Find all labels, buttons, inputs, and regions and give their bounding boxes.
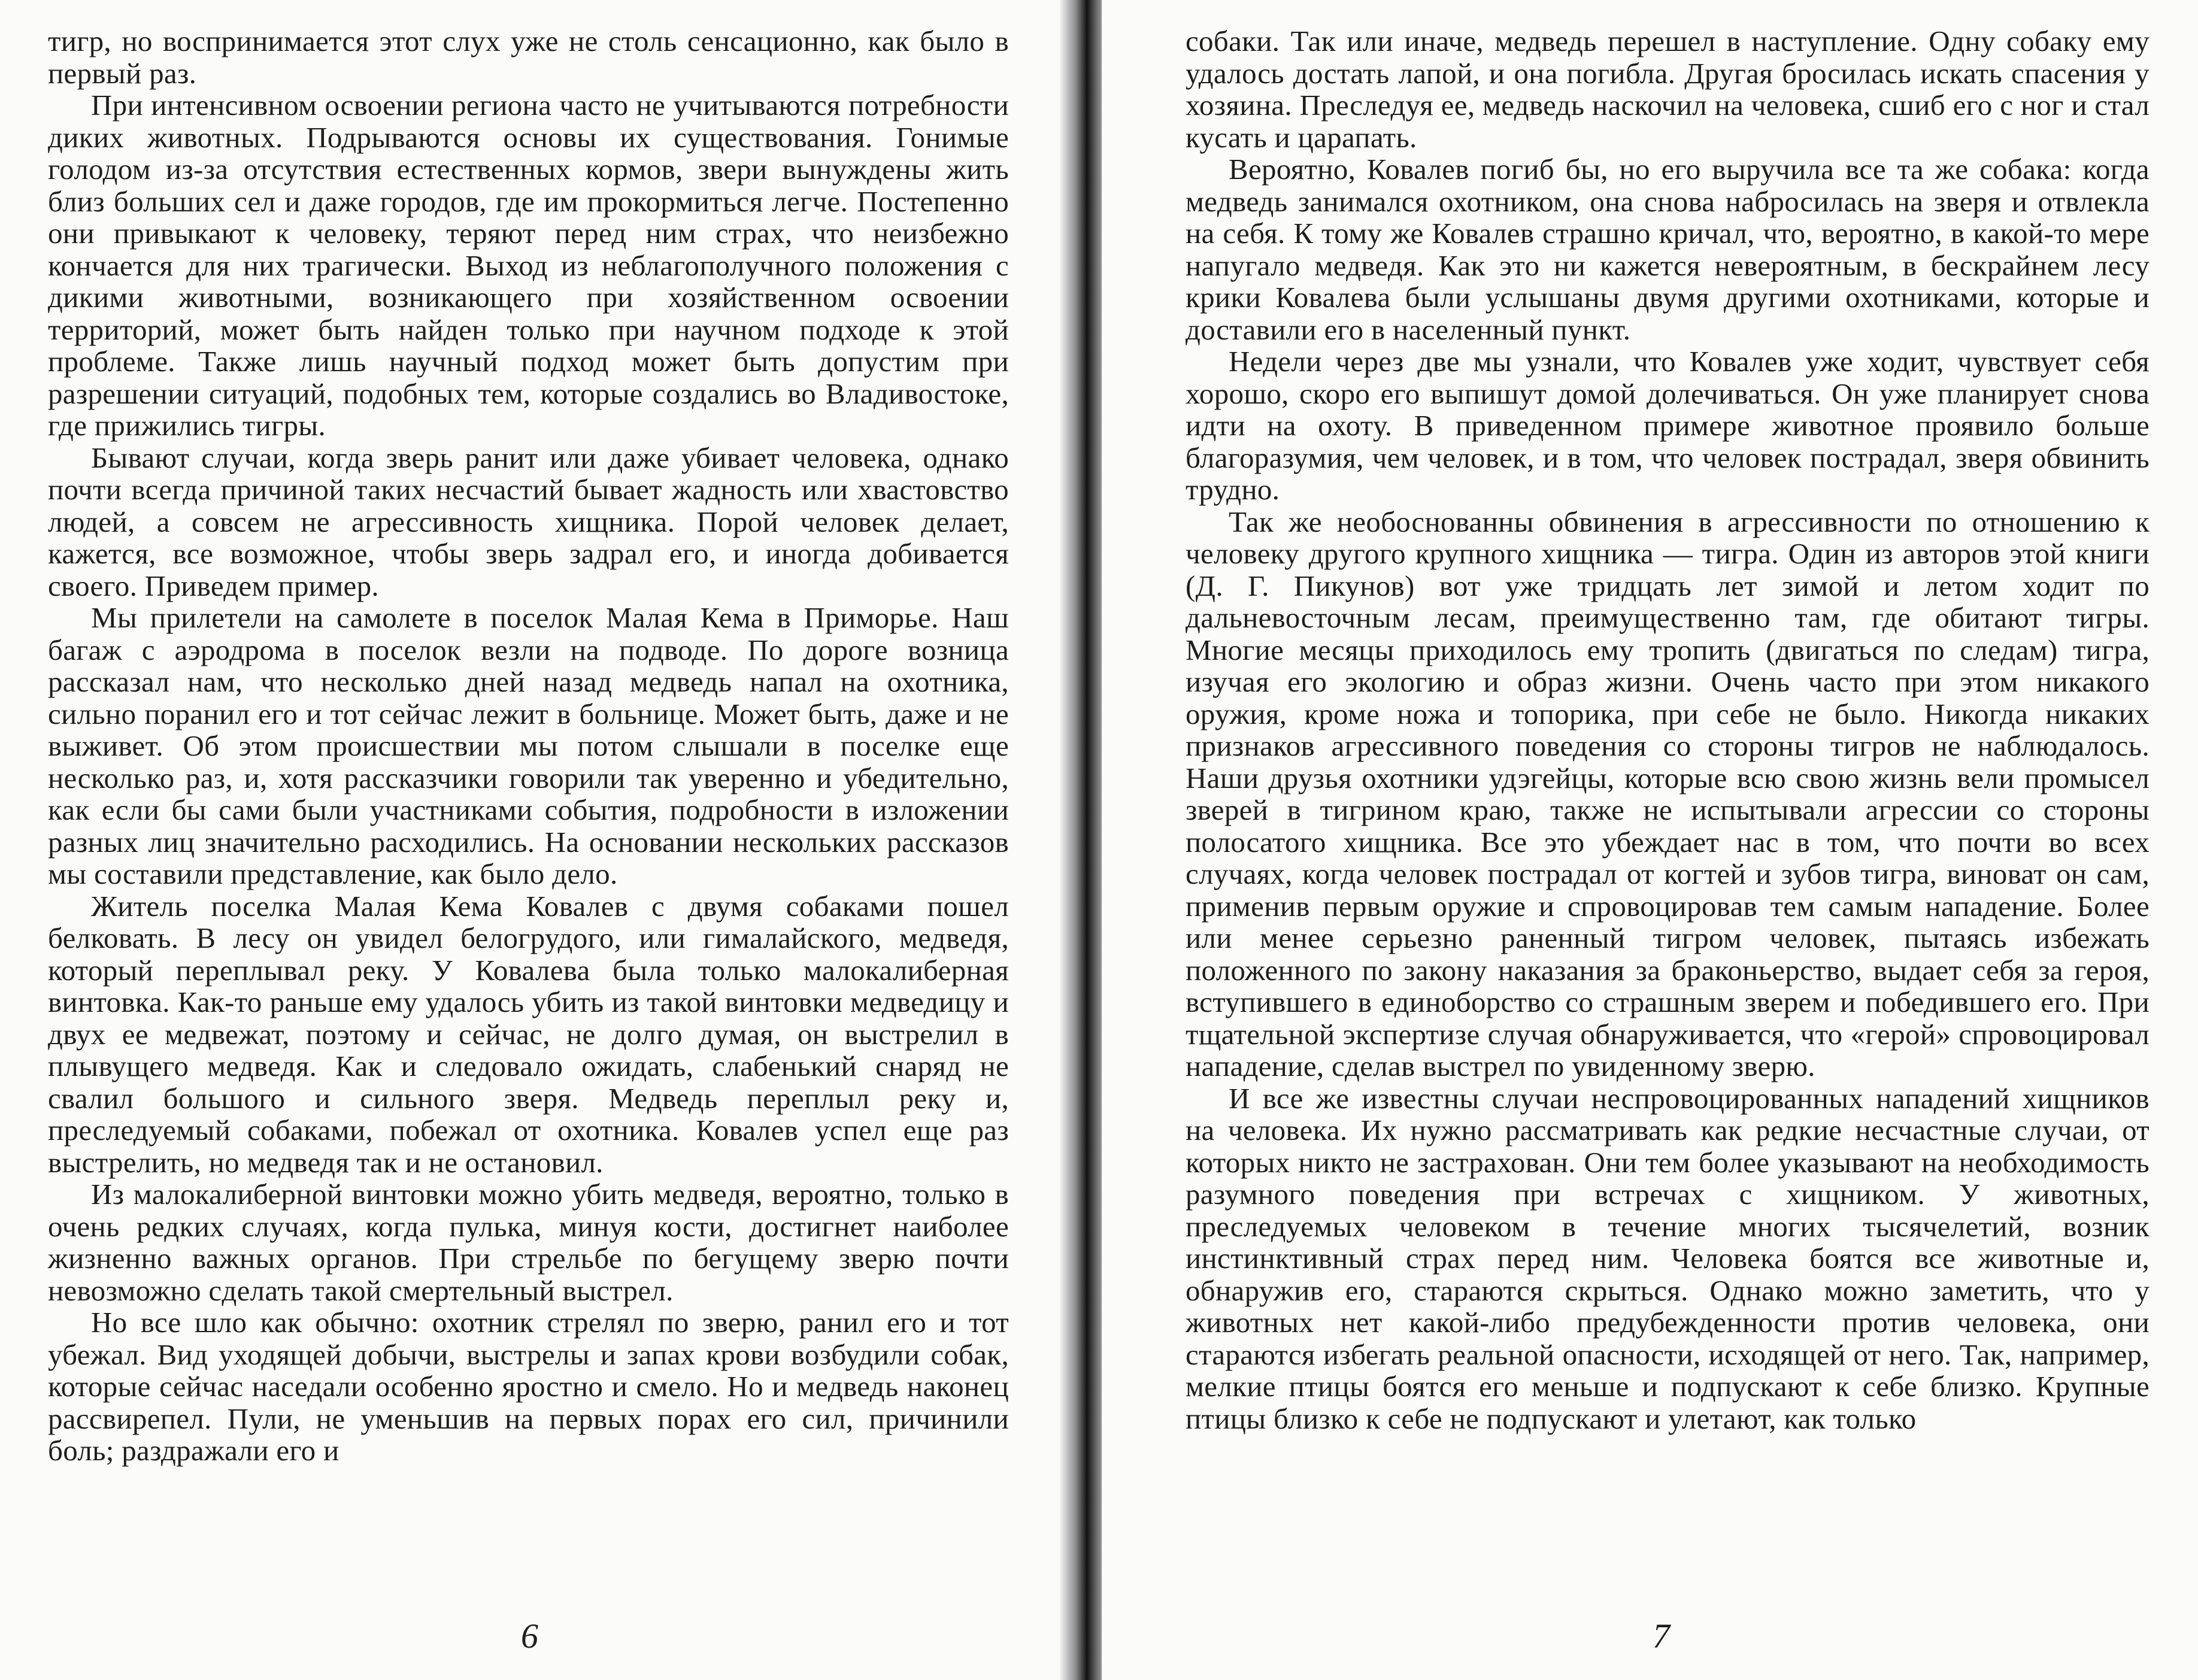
- left-page: [0, 0, 1072, 1680]
- paragraph: собаки. Так или иначе, медведь перешел в наступление. Одну собаку ему удалось достать лапой, и она погибла. Другая бросилась искать спасения у хозяина. Преследуя ее, медведь наскочил на человека, сшиб его с ног и стал кусать и царапать.: [1186, 25, 2150, 154]
- paragraph: Но все шло как обычно: охотник стрелял по зверю, ранил его и тот убежал. Вид уходящей добычи, выстрелы и запах крови возбудили собак, которые сейчас наседали особенно яростно и смело. Но и медведь наконец рассвирепел. Пули, не уменьшив на первых порах его сил, причинили боль; раздражали его и: [48, 1306, 1009, 1467]
- paragraph: Недели через две мы узнали, что Ковалев уже ходит, чувствует себя хорошо, скоро его выпишут домой долечиваться. Он уже планирует снова идти на охоту. В приведенном примере животное проявило больше благоразумия, чем человек, и в том, что человек пострадал, зверя обвинить трудно.: [1186, 345, 2150, 506]
- paragraph: Житель поселка Малая Кема Ковалев с двумя собаками пошел белковать. В лесу он увидел белогрудого, или гималайского, медведя, который переплывал реку. У Ковалева была только малокалиберная винтовка. Как-то раньше ему удалось убить из такой винтовки медведицу и двух ее медвежат, поэтому и сейчас, не долго думая, он выстрелил в плывущего медведя. Как и следовало ожидать, слабенький снаряд не свалил большого и сильного зверя. Медведь переплыл реку и, преследуемый собаками, побежал от охотника. Ковалев успел еще раз выстрелить, но медведя так и не остановил.: [48, 889, 1009, 1179]
- right-page-text: [1186, 25, 2150, 1435]
- paragraph: Вероятно, Ковалев погиб бы, но его выручила все та же собака: когда медведь занимался охотником, она снова набросилась на зверя и отвлекла на себя. К тому же Ковалев страшно кричал, что, вероятно, в какой-то мере напугало медведя. Как это ни кажется невероятным, в бескрайнем лесу крики Ковалева были услышаны двумя другими охотниками, которые и доставили его в населенный пункт.: [1186, 153, 2150, 346]
- right-page: [1102, 0, 2198, 1680]
- paragraph: Так же необоснованны обвинения в агрессивности по отношению к человеку другого крупного хищника — тигра. Один из авторов этой книги (Д. Г. Пикунов) вот уже тридцать лет зимой и летом ходит по дальневосточным лесам, преимущественно там, где обитают тигры. Многие месяцы приходилось ему тропить (двигаться по следам) тигра, изучая его экологию и образ жизни. Очень часто при этом никакого оружия, кроме ножа и топорика, при себе не было. Никогда никаких признаков агрессивного поведения со стороны тигров не наблюдалось. Наши друзья охотники удэгейцы, которые всю свою жизнь вели промысел зверей в тигрином краю, также не испытывали агрессии со стороны полосатого хищника. Все это убеждает нас в том, что почти во всех случаях, когда человек пострадал от когтей и зубов тигра, виноват он сам, применив первым оружие и спровоцировав тем самым нападение. Более или менее серьезно раненный тигром человек, пытаясь избежать положенного по закону наказания за браконьерство, выдает себя за героя, вступившего в единоборство со страшным зверем и победившего его. При тщательной экспертизе случая обнаруживается, что «герой» спровоцировал нападение, сделав выстрел по увиденному зверю.: [1186, 505, 2150, 1082]
- paragraph: тигр, но воспринимается этот слух уже не столь сенсационно, как было в первый раз.: [48, 25, 1009, 90]
- left-page-text: [48, 25, 1009, 1467]
- page-number: 6: [521, 1617, 538, 1655]
- paragraph: И все же известны случаи неспровоцированных нападений хищников на человека. Их нужно рассматривать как редкие несчастные случаи, от которых никто не застрахован. Они тем более указывают на необходимость разумного поведения при встречах с хищником. У животных, преследуемых человеком в течение многих тысячелетий, возник инстинктивный страх перед ним. Человека боятся все животные и, обнаружив его, стараются скрыться. Однако можно заметить, что у животных нет какой-либо предубежденности против человека, они стараются избегать реальной опасности, исходящей от него. Так, например, мелкие птицы боятся его меньше и подпускают к себе близко. Крупные птицы близко к себе не подпускают и улетают, как только: [1186, 1081, 2150, 1435]
- paragraph: При интенсивном освоении региона часто не учитываются потребности диких животных. Подрываются основы их существования. Гонимые голодом из-за отсутствия естественных кормов, звери вынуждены жить близ больших сел и даже городов, где им прокормиться легче. Постепенно они привыкают к человеку, теряют перед ним страх, что неизбежно кончается для них трагически. Выход из неблагополучного положения с дикими животными, возникающего при хозяйственном освоении территорий, может быть найден только при научном подходе к этой проблеме. Также лишь научный подход может быть допустим при разрешении ситуаций, подобных тем, которые создались во Владивостоке, где прижились тигры.: [48, 89, 1009, 442]
- paragraph: Из малокалиберной винтовки можно убить медведя, вероятно, только в очень редких случаях, когда пулька, минуя кости, достигнет наиболее жизненно важных органов. При стрельбе по бегущему зверю почти невозможно сделать такой смертельный выстрел.: [48, 1178, 1009, 1307]
- paragraph: Бывают случаи, когда зверь ранит или даже убивает человека, однако почти всегда причиной таких несчастий бывает жадность или хвастовство людей, а совсем не агрессивность хищника. Порой человек делает, кажется, все возможное, чтобы зверь задрал его, и иногда добивается своего. Приведем пример.: [48, 441, 1009, 602]
- paragraph: Мы прилетели на самолете в поселок Малая Кема в Приморье. Наш багаж с аэродрома в поселок везли на подводе. По дороге возница рассказал нам, что несколько дней назад медведь напал на охотника, сильно поранил его и тот сейчас лежит в больнице. Может быть, даже и не выживет. Об этом происшествии мы потом слышали в поселке еще несколько раз, и, хотя рассказчики говорили так уверенно и убедительно, как если бы сами были участниками события, подробности в изложении разных лиц значительно расходились. На основании нескольких рассказов мы составили представление, как было дело.: [48, 601, 1009, 890]
- page-number: 7: [1653, 1617, 1670, 1655]
